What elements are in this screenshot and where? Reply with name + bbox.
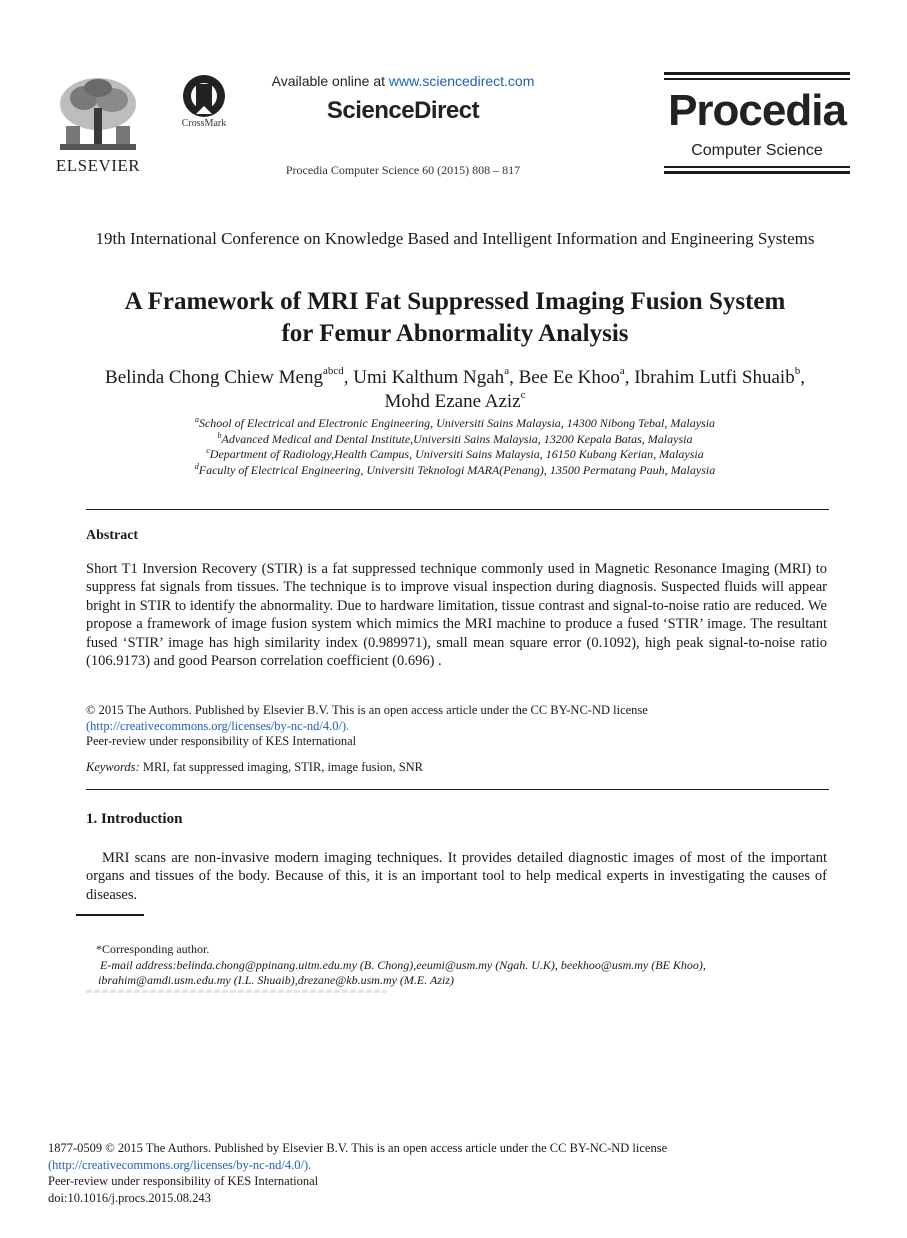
affiliation-mark: a <box>194 415 199 424</box>
procedia-bottom-rule <box>664 171 850 174</box>
footnote <box>96 942 796 989</box>
journal-reference: Procedia Computer Science 60 (2015) 808 – 817 <box>285 163 521 177</box>
keywords-list: MRI, fat suppressed imaging, STIR, image fusion, SNR <box>139 760 424 774</box>
elsevier-logo <box>50 72 146 178</box>
abstract-bottom-divider <box>86 789 829 790</box>
footer-issn-line: 1877-0509 © 2015 The Authors. Published by Elsevier B.V. This is an open access article under the CC BY-NC-ND license <box>48 1141 668 1155</box>
available-online <box>200 73 606 89</box>
keywords <box>86 760 827 775</box>
author-separator: , <box>800 367 805 388</box>
author-affiliation-mark: b <box>794 365 801 377</box>
footer-peer-review: Peer-review under responsibility of KES International <box>48 1174 319 1188</box>
paper-title <box>60 286 850 350</box>
affiliation-text: Department of Radiology,Health Campus, Universiti Sains Malaysia, 16150 Kubang Kerian, Malaysia <box>209 447 704 461</box>
author-affiliation-mark: a <box>619 365 625 377</box>
procedia-top-rule-thin <box>664 78 850 80</box>
author-name: Bee Ee Khoo <box>518 367 620 388</box>
email-line-1: E-mail address:belinda.chong@ppinang.uitm.edu.my (B. Chong),eeumi@usm.my (Ngah. U.K), beekhoo@usm.my (BE Khoo), <box>100 957 706 972</box>
crossmark-label: CrossMark <box>181 118 227 129</box>
procedia-bottom-rule-thin <box>664 166 850 168</box>
affiliation-text: Faculty of Electrical Engineering, Universiti Teknologi MARA(Penang), 13500 Permatang Pauh, Malaysia <box>198 462 716 477</box>
sciencedirect-brand: ScienceDirect <box>326 97 480 124</box>
abstract-heading: Abstract <box>86 528 139 543</box>
affiliation-text: School of Electrical and Electronic Engineering, Universiti Sains Malaysia, 14300 Nibong Tebal, Malaysia <box>198 416 716 430</box>
affiliation-item <box>100 416 810 432</box>
procedia-title: Procedia <box>668 86 846 135</box>
page-footer <box>48 1140 808 1206</box>
paper-title-line-2: for Femur Abnormality Analysis <box>281 320 629 347</box>
footer-doi[interactable]: doi:10.1016/j.procs.2015.08.243 <box>48 1190 211 1205</box>
affiliation-list <box>100 416 810 478</box>
elsevier-wordmark: ELSEVIER <box>55 156 141 175</box>
abstract-top-divider <box>86 509 829 510</box>
author-affiliation-mark: abcd <box>322 365 344 377</box>
author-affiliation-mark: a <box>504 365 510 377</box>
abstract-body: Short T1 Inversion Recovery (STIR) is a fat suppressed technique commonly used in Magnetic Resonance Imaging (MRI) to suppress fat signals from tissues. The technique is to improve visual inspection during diagnosis. Suspected fluids will appear bright in STIR to identify the abnormality. Due to hardware limitation, tissue contrast and signal-to-noise ratio are reduced. We propose a framework of image fusion system which mimics the MRI machine to produce a fused ‘STIR’ image. The resultant fused ‘STIR’ image has high similarity index (0.989971), small mean square error (0.1092), high peak signal-to-noise ratio (106.9173) and good Pearson correlation coefficient (0.696) . <box>86 561 827 670</box>
author-list <box>90 366 820 414</box>
introduction-paragraph: MRI scans are non-invasive modern imaging techniques. It provides detailed diagnostic images of most of the important organs and tissues of the body. Because of this, it is an important tool to help medical experts in investigating the causes of diseases. <box>86 850 827 903</box>
author-affiliation-mark: c <box>520 389 526 401</box>
procedia-subtitle: Computer Science <box>691 142 823 159</box>
copyright-block <box>86 703 827 750</box>
sciencedirect-link[interactable]: www.sciencedirect.com <box>388 73 535 89</box>
elsevier-tree-icon <box>54 74 142 154</box>
available-online-prefix: Available online at <box>271 73 389 89</box>
copyright-line: © 2015 The Authors. Published by Elsevier B.V. This is an open access article under the CC BY-NC-ND license <box>86 703 648 717</box>
affiliation-mark: b <box>217 430 222 440</box>
footnote-divider <box>76 914 144 916</box>
conference-name: 19th International Conference on Knowledge Based and Intelligent Information and Engineering Systems <box>95 229 815 248</box>
corresponding-author-note: *Corresponding author. <box>96 942 210 956</box>
section-heading-introduction: 1. Introduction <box>86 811 183 827</box>
footer-license-link[interactable]: (http://creativecommons.org/licenses/by-nc-nd/4.0/). <box>48 1157 312 1172</box>
faint-artifact-line <box>86 990 386 993</box>
affiliation-item <box>100 463 810 479</box>
author-separator: , <box>509 367 519 388</box>
author-separator: , <box>624 367 635 388</box>
author-name: Mohd Ezane Aziz <box>384 391 521 412</box>
affiliation-mark: c <box>206 446 210 455</box>
keywords-label: Keywords: <box>86 760 140 774</box>
paper-title-line-1: A Framework of MRI Fat Suppressed Imaging Fusion System <box>124 288 786 315</box>
author-name: Belinda Chong Chiew Meng <box>105 367 323 388</box>
affiliation-mark: d <box>194 461 199 471</box>
procedia-top-rule <box>664 72 850 75</box>
license-link[interactable]: (http://creativecommons.org/licenses/by-nc-nd/4.0/). <box>86 718 350 733</box>
email-line-2: ibrahim@amdi.usm.edu.my (I.L. Shuaib),drezane@kb.usm.my (M.E. Aziz) <box>98 973 455 987</box>
procedia-logo <box>664 72 850 176</box>
author-name: Umi Kalthum Ngah <box>353 367 505 388</box>
affiliation-text: Advanced Medical and Dental Institute,Universiti Sains Malaysia, 13200 Kepala Batas, Malaysia <box>221 431 693 446</box>
affiliation-item <box>100 447 810 463</box>
affiliation-item <box>100 432 810 448</box>
peer-review-line: Peer-review under responsibility of KES International <box>86 734 357 748</box>
author-separator: , <box>343 367 354 388</box>
author-name: Ibrahim Lutfi Shuaib <box>634 367 795 388</box>
